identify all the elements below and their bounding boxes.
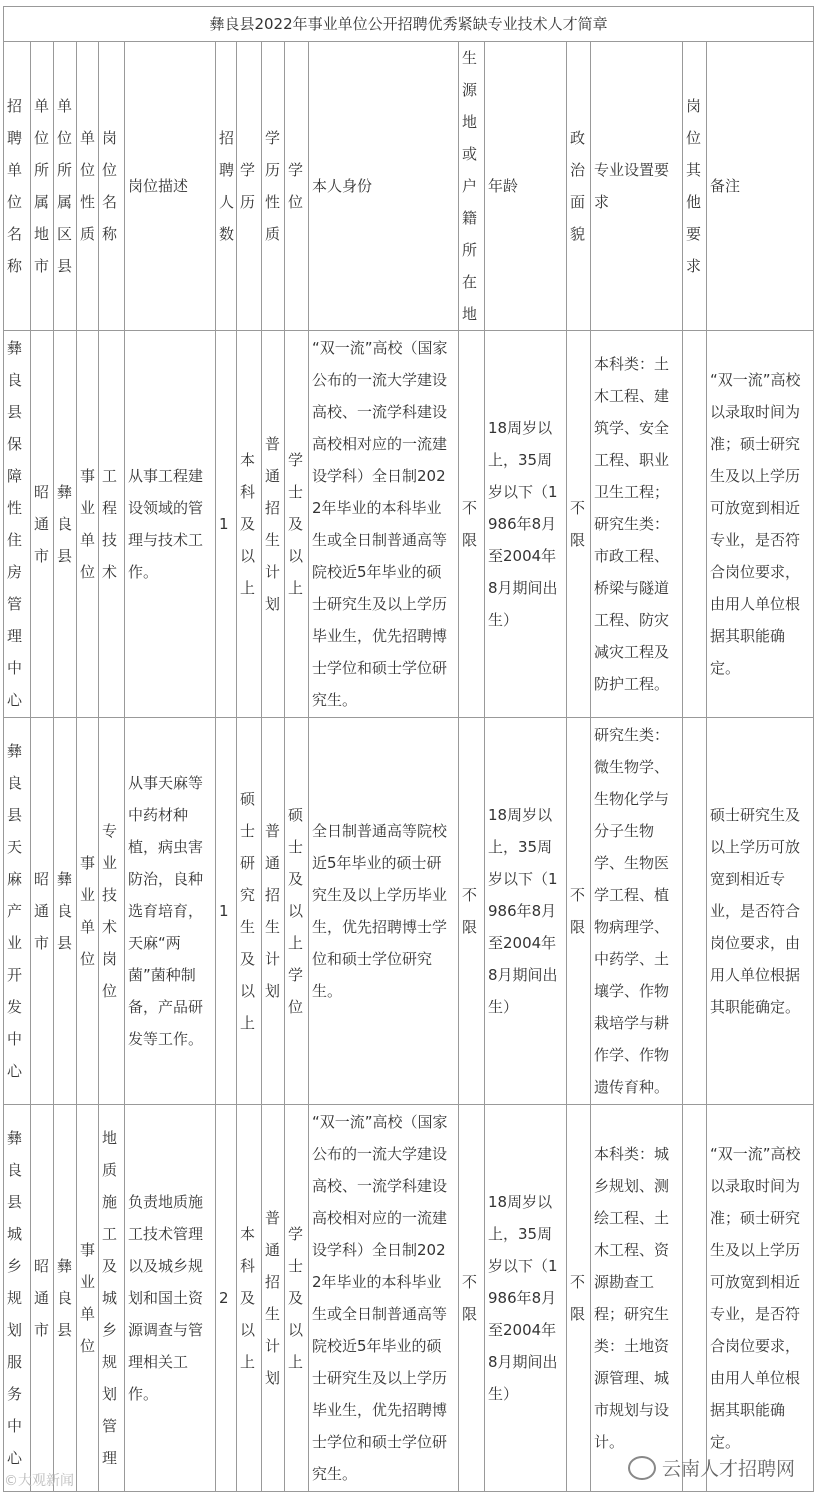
- cell-other: [683, 1105, 707, 1492]
- cell-political: 不限: [567, 331, 591, 718]
- cell-edu: 本科及以上: [237, 331, 262, 718]
- cell-city: 昭通市: [31, 718, 54, 1105]
- cell-city: 昭通市: [31, 331, 54, 718]
- cell-identity: “双一流”高校（国家公布的一流大学建设高校、一流学科建设高校相对应的一流建设学科）全日制2022年毕业的本科毕业生或全日制普通高等院校近5年毕业的硕士研究生及以上学历毕业生，优先招聘博士学位和硕士学位研究生。: [309, 331, 459, 718]
- watermark-right: [628, 1454, 795, 1481]
- cell-origin: 不限: [459, 1105, 485, 1492]
- cell-count: 1: [216, 331, 237, 718]
- cell-county: 彝良县: [54, 718, 77, 1105]
- cell-other: [683, 718, 707, 1105]
- table-row: [4, 1105, 814, 1492]
- header-cell: 备注: [707, 42, 814, 331]
- watermark-left: ©大观新闻: [4, 1473, 74, 1489]
- cell-edu-type: 普通招生计划: [262, 718, 285, 1105]
- cell-city: 昭通市: [31, 1105, 54, 1492]
- header-cell: 学历性质: [262, 42, 285, 331]
- cell-other: [683, 331, 707, 718]
- cell-post: 地质施工及城乡规划管理: [99, 1105, 125, 1492]
- cell-nature: 事业单位: [77, 718, 99, 1105]
- cell-post: 专业技术岗位: [99, 718, 125, 1105]
- cell-desc: 从事工程建设领域的管理与技术工作。: [125, 331, 216, 718]
- header-cell: 年龄: [485, 42, 567, 331]
- table-title: 彝良县2022年事业单位公开招聘优秀紧缺专业技术人才简章: [4, 7, 814, 42]
- cell-unit: 彝良县城乡规划服务中心: [4, 1105, 31, 1492]
- header-cell: 岗位描述: [125, 42, 216, 331]
- header-cell: 本人身份: [309, 42, 459, 331]
- header-cell: 学位: [285, 42, 309, 331]
- cell-nature: 事业单位: [77, 331, 99, 718]
- cell-unit: 彝良县天麻产业开发中心: [4, 718, 31, 1105]
- cell-nature: 事业单位: [77, 1105, 99, 1492]
- cell-degree: 学士及以上: [285, 1105, 309, 1492]
- cell-count: 2: [216, 1105, 237, 1492]
- cell-edu-type: 普通招生计划: [262, 331, 285, 718]
- cell-major: 本科类：城乡规划、测绘工程、土木工程、资源勘查工程；研究生类：土地资源管理、城市规划与设计。: [591, 1105, 683, 1492]
- header-cell: 专业设置要求: [591, 42, 683, 331]
- cell-unit: 彝良县保障性住房管理中心: [4, 331, 31, 718]
- header-cell: 单位所属地市: [31, 42, 54, 331]
- header-cell: 招聘单位名称: [4, 42, 31, 331]
- cell-origin: 不限: [459, 718, 485, 1105]
- header-cell: 政治面貌: [567, 42, 591, 331]
- cell-age: 18周岁以上，35周岁以下（1986年8月至2004年8月期间出生）: [485, 718, 567, 1105]
- cell-age: 18周岁以上，35周岁以下（1986年8月至2004年8月期间出生）: [485, 331, 567, 718]
- cell-identity: 全日制普通高等院校近5年毕业的硕士研究生及以上学历毕业生，优先招聘博士学位和硕士学位研究生。: [309, 718, 459, 1105]
- header-cell: 单位性质: [77, 42, 99, 331]
- cell-post: 工程技术: [99, 331, 125, 718]
- cell-desc: 负责地质施工技术管理以及城乡规划和国土资源调查与管理相关工作。: [125, 1105, 216, 1492]
- cell-origin: 不限: [459, 331, 485, 718]
- cell-edu: 硕士研究生及以上: [237, 718, 262, 1105]
- cell-edu-type: 普通招生计划: [262, 1105, 285, 1492]
- cell-note: “双一流”高校以录取时间为准；硕士研究生及以上学历可放宽到相近专业，是否符合岗位要求，由用人单位根据其职能确定。: [707, 1105, 814, 1492]
- header-row: [4, 42, 814, 331]
- header-cell: 岗位其他要求: [683, 42, 707, 331]
- cell-count: 1: [216, 718, 237, 1105]
- cell-note: 硕士研究生及以上学历可放宽到相近专业，是否符合岗位要求，由用人单位根据其职能确定。: [707, 718, 814, 1105]
- cell-note: “双一流”高校以录取时间为准；硕士研究生及以上学历可放宽到相近专业，是否符合岗位要求，由用人单位根据其职能确定。: [707, 331, 814, 718]
- cell-age: 18周岁以上，35周岁以下（1986年8月至2004年8月期间出生）: [485, 1105, 567, 1492]
- cell-edu: 本科及以上: [237, 1105, 262, 1492]
- cell-major: 研究生类：微生物学、生物化学与分子生物学、生物医学工程、植物病理学、中药学、土壤学、作物栽培学与耕作学、作物遗传育种。: [591, 718, 683, 1105]
- watermark-right-text: 云南人才招聘网: [661, 1458, 795, 1480]
- recruitment-table: [3, 6, 814, 1492]
- cell-desc: 从事天麻等中药材种植，病虫害防治，良种选育培育，天麻“两菌”菌种制备，产品研发等工作。: [125, 718, 216, 1105]
- cell-county: 彝良县: [54, 1105, 77, 1492]
- cell-degree: 学士及以上: [285, 331, 309, 718]
- cell-political: 不限: [567, 1105, 591, 1492]
- header-cell: 生源地或户籍所在地: [459, 42, 485, 331]
- cell-degree: 硕士及以上学位: [285, 718, 309, 1105]
- header-cell: 招聘人数: [216, 42, 237, 331]
- cell-county: 彝良县: [54, 331, 77, 718]
- cell-political: 不限: [567, 718, 591, 1105]
- cell-major: 本科类：土木工程、建筑学、安全工程、职业卫生工程；研究生类：市政工程、桥梁与隧道工程、防灾减灾工程及防护工程。: [591, 331, 683, 718]
- header-cell: 岗位名称: [99, 42, 125, 331]
- table-row: [4, 718, 814, 1105]
- cell-identity: “双一流”高校（国家公布的一流大学建设高校、一流学科建设高校相对应的一流建设学科）全日制2022年毕业的本科毕业生或全日制普通高等院校近5年毕业的硕士研究生及以上学历毕业生，优先招聘博士学位和硕士学位研究生。: [309, 1105, 459, 1492]
- table-row: [4, 331, 814, 718]
- wechat-icon: [628, 1456, 656, 1480]
- header-cell: 单位所属区县: [54, 42, 77, 331]
- header-cell: 学历: [237, 42, 262, 331]
